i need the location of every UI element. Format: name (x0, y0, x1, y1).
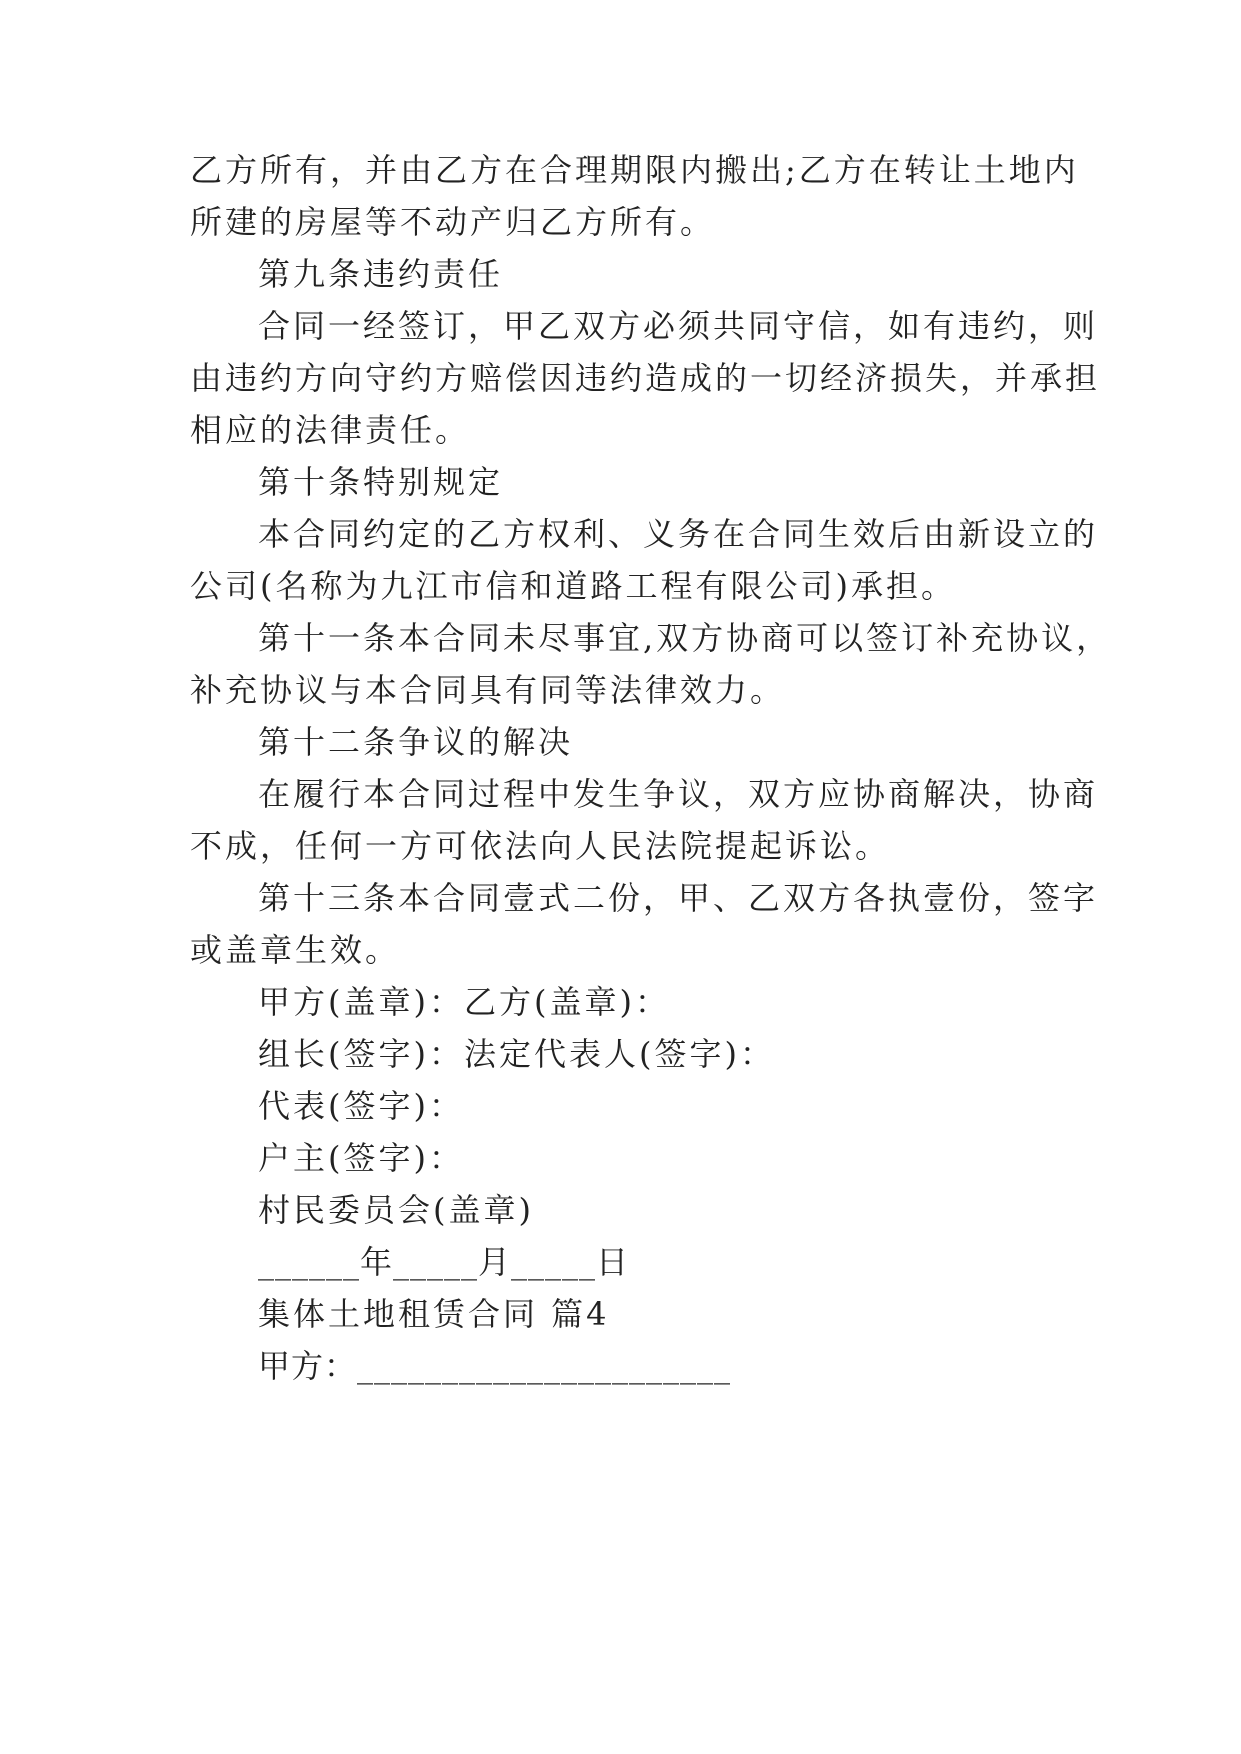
paragraph-line: 补充协议与本合同具有同等法律效力。 (190, 671, 786, 709)
section-heading: 第十条特别规定 (258, 463, 504, 501)
date-line: ______年_____月_____日 (258, 1243, 630, 1281)
paragraph-line: 在履行本合同过程中发生争议，双方应协商解决，协商 (258, 775, 1099, 813)
section-heading: 第十二条争议的解决 (258, 723, 574, 761)
paragraph-line: 不成，任何一方可依法向人民法院提起诉讼。 (190, 827, 891, 865)
paragraph-line: 或盖章生效。 (190, 931, 401, 969)
paragraph-line: 由违约方向守约方赔偿因违约造成的一切经济损失，并承担 (190, 359, 1101, 397)
signature-line: 代表(签字)： (258, 1087, 464, 1125)
paragraph-line: 本合同约定的乙方权利、义务在合同生效后由新设立的 (258, 515, 1099, 553)
contract-title: 集体土地租赁合同 篇4 (258, 1295, 610, 1333)
paragraph-line: 合同一经签订，甲乙双方必须共同守信，如有违约，则 (258, 307, 1099, 345)
signature-line: 户主(签字)： (258, 1139, 464, 1177)
paragraph-line: 所建的房屋等不动产归乙方所有。 (190, 203, 716, 241)
paragraph-line: 第十一条本合同未尽事宜,双方协商可以签订补充协议， (258, 619, 1112, 657)
signature-line: 村民委员会(盖章) (258, 1191, 534, 1229)
paragraph-line: 乙方所有，并由乙方在合理期限内搬出;乙方在转让土地内 (190, 151, 1079, 189)
paragraph-line: 相应的法律责任。 (190, 411, 471, 449)
paragraph-line: 第十三条本合同壹式二份，甲、乙双方各执壹份，签字 (258, 879, 1099, 917)
party-a-line: 甲方：______________________ (258, 1347, 732, 1385)
signature-line: 组长(签字)：法定代表人(签字)： (258, 1035, 775, 1073)
paragraph-line: 公司(名称为九江市信和道路工程有限公司)承担。 (190, 567, 956, 605)
section-heading: 第九条违约责任 (258, 255, 504, 293)
signature-line: 甲方(盖章)：乙方(盖章)： (258, 983, 670, 1021)
